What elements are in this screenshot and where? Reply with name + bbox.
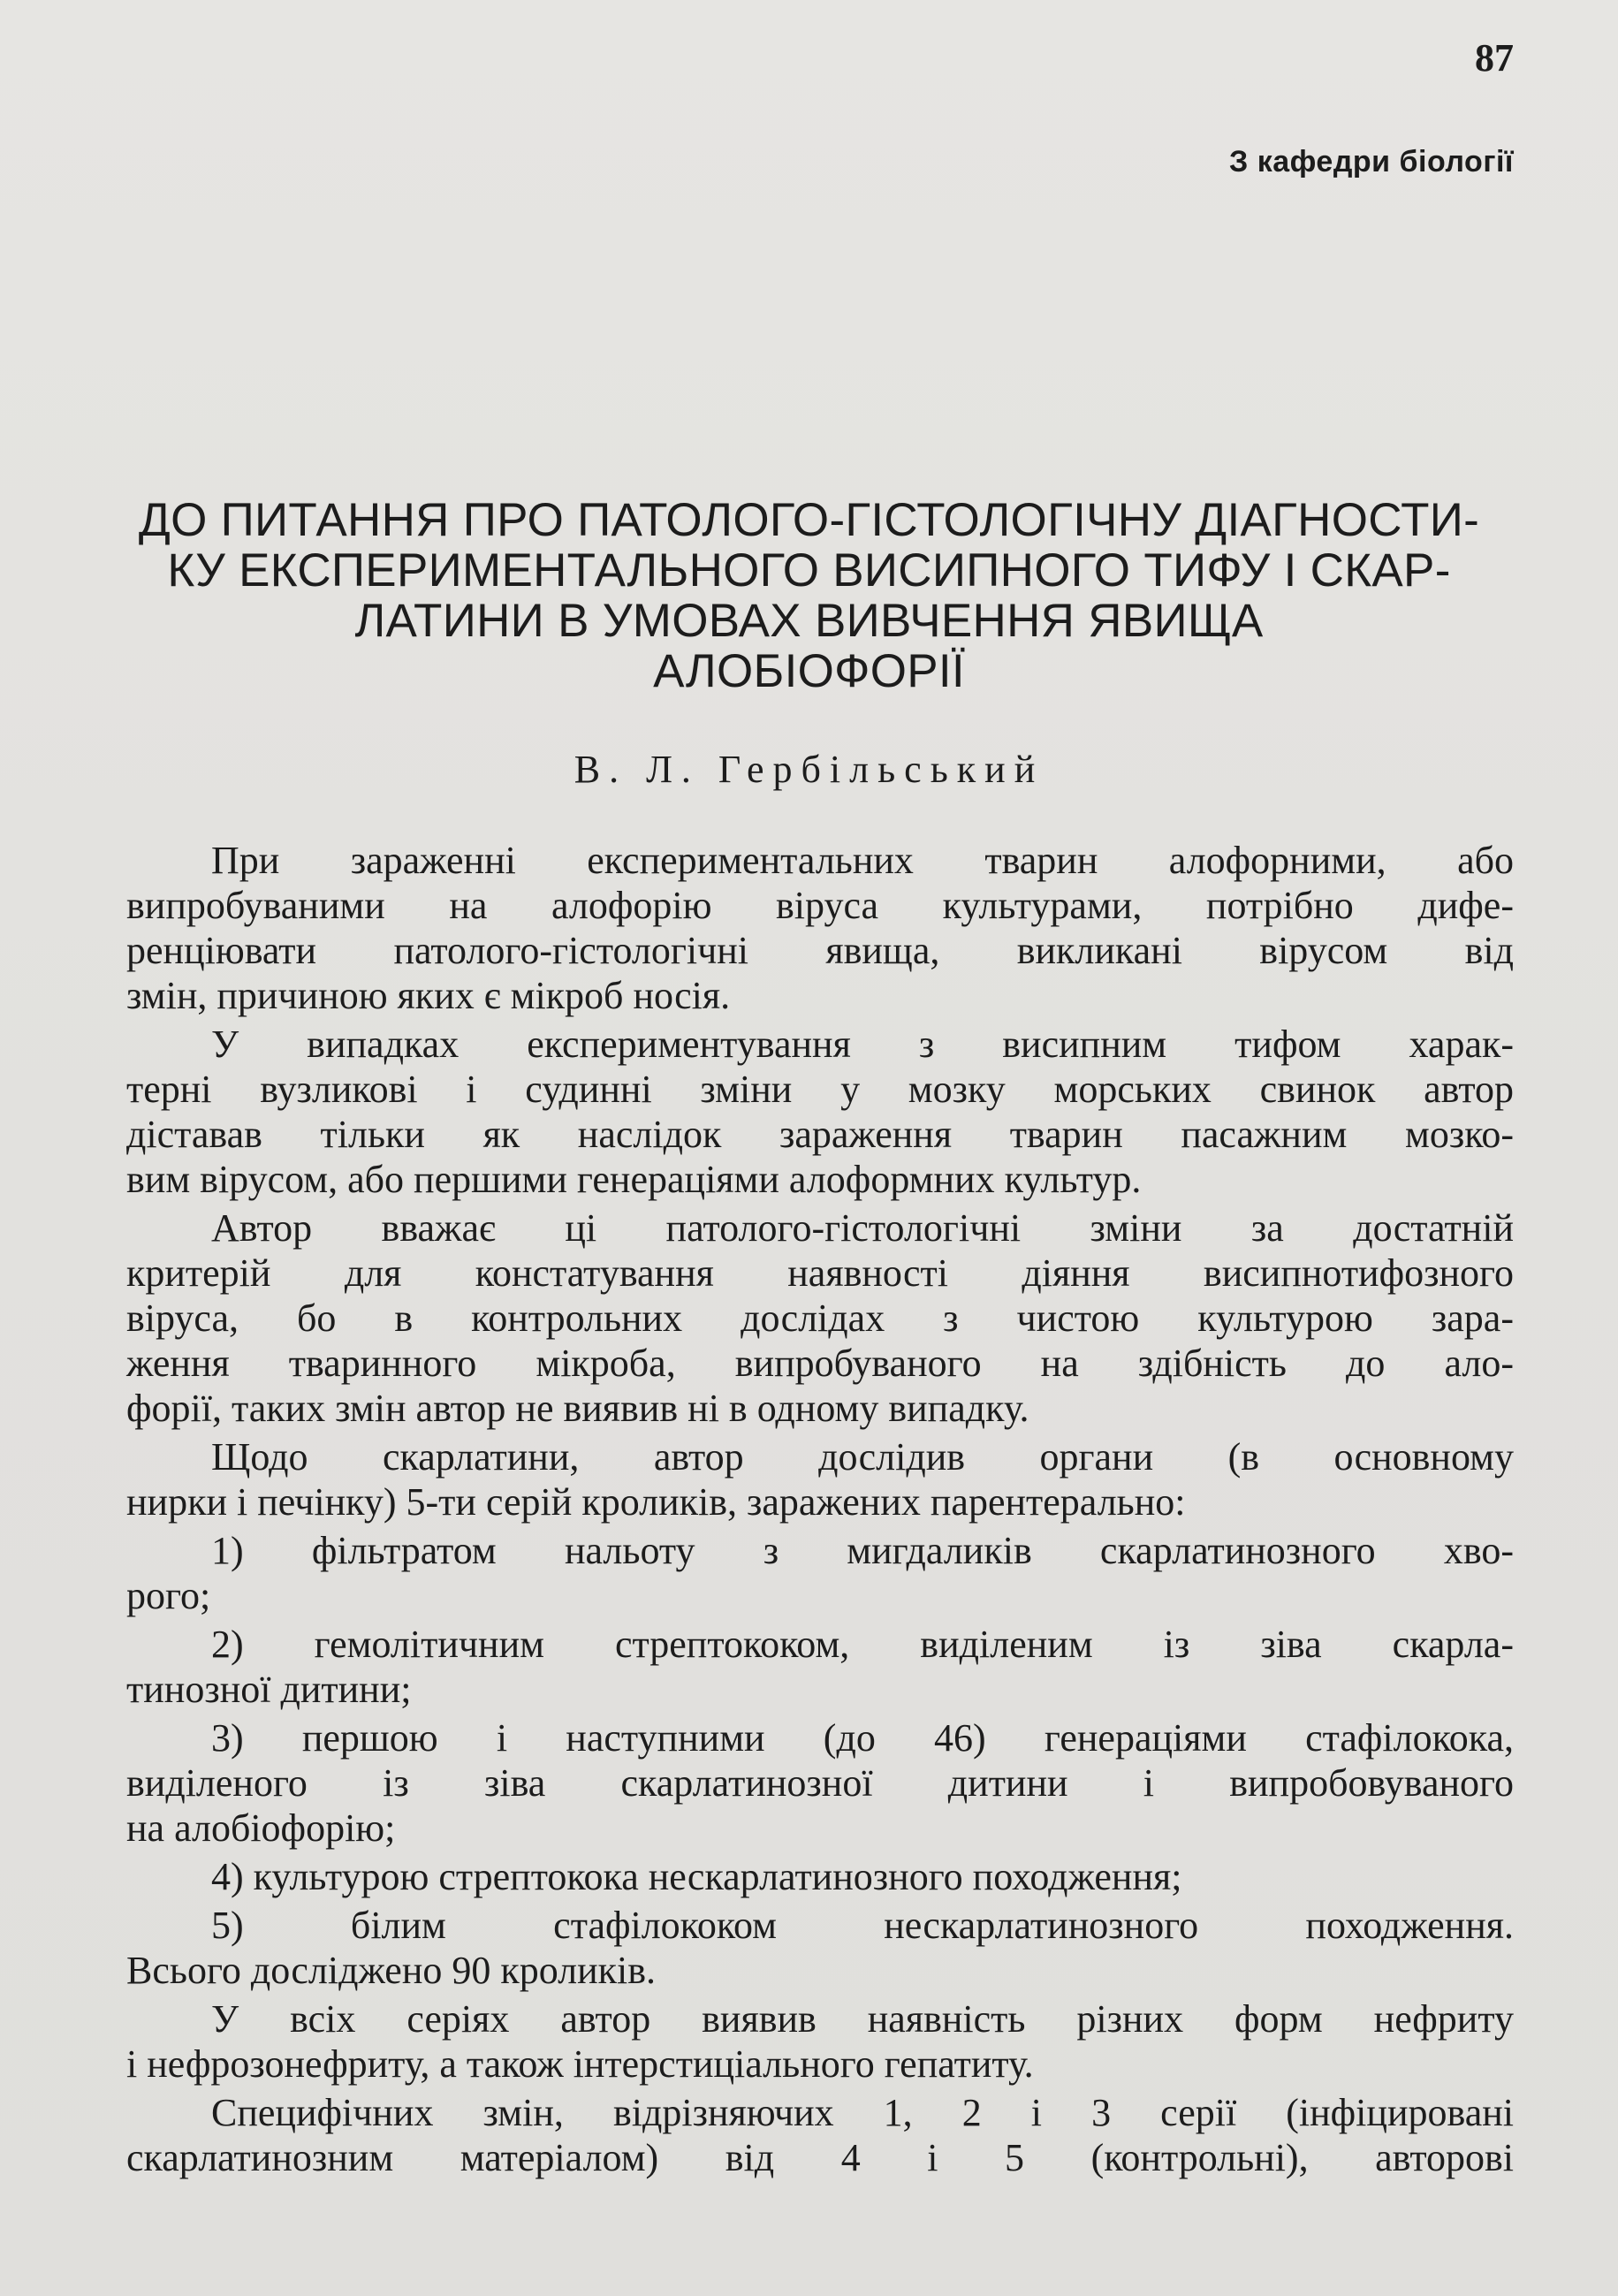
body-line: 4) культурою стрептокока нескарлатинозного походження; — [211, 1855, 1182, 1898]
body-line: форії, таких змін автор не виявив ні в одному випадку. — [126, 1387, 1029, 1430]
body-line: При зараженні експериментальних тварин алофорними, або — [211, 839, 1514, 882]
article-title-line: ДО ПИТАННЯ ПРО ПАТОЛОГО-ГІСТОЛОГІЧНУ ДІАГНОСТИ- — [138, 494, 1480, 546]
body-line: віруса, бо в контрольних дослідах з чистою культурою зара- — [126, 1296, 1514, 1340]
body-line: У випадках експериментування з висипним тифом харак- — [211, 1023, 1514, 1066]
body-line: терні вузликові і судинні зміни у мозку морських свинок автор — [126, 1068, 1514, 1111]
body-line: виділеного із зіва скарлатинозної дитини і випробовуваного — [126, 1761, 1514, 1805]
body-line: скарлатинозним матеріалом) від 4 і 5 (контрольні), авторові — [126, 2136, 1514, 2179]
article-author: В. Л. Гербільський — [574, 748, 1044, 791]
body-line: на алобіофорію; — [126, 1806, 396, 1850]
body-paragraph — [126, 838, 1514, 1018]
body-line: нирки і печінку) 5-ти серій кроликів, заражених парентерально: — [126, 1480, 1186, 1524]
body-paragraph — [126, 2090, 1514, 2180]
body-line: тинозної дитини; — [126, 1668, 412, 1711]
body-paragraph — [126, 1205, 1514, 1431]
body-line: 1) фільтратом нальоту з мигдаликів скарлатинозного хво- — [211, 1529, 1514, 1572]
body-line: У всіх серіях автор виявив наявність різних форм нефриту — [211, 1997, 1514, 2041]
article-body — [126, 838, 1514, 2184]
body-line: 5) білим стафілококом нескарлатинозного походження. — [211, 1904, 1514, 1947]
body-line: Специфічних змін, відрізняючих 1, 2 і 3 серії (інфіцировані — [211, 2091, 1514, 2134]
article-title-line: ЛАТИНИ В УМОВАХ ВИВЧЕННЯ ЯВИЩА — [354, 595, 1264, 647]
body-line: вим вірусом, або першими генераціями алоформних культур. — [126, 1158, 1142, 1201]
body-line: Автор вважає ці патолого-гістологічні зміни за достатній — [211, 1206, 1514, 1250]
body-line: змін, причиною яких є мікроб носія. — [126, 974, 731, 1017]
body-line: 3) першою і наступними (до 46) генераціями стафілокока, — [211, 1716, 1514, 1760]
body-paragraph — [126, 1903, 1514, 1993]
page-number: 87 — [1475, 36, 1514, 80]
body-paragraph — [126, 1996, 1514, 2087]
body-line: критерій для констатування наявності діяння висипнотифозного — [126, 1251, 1514, 1295]
body-paragraph — [126, 1854, 1514, 1899]
body-line: рого; — [126, 1574, 211, 1617]
body-line: діставав тільки як наслідок зараження тварин пасажним мозко- — [126, 1113, 1514, 1156]
body-line: 2) гемолітичним стрептококом, виділеним із зіва скарла- — [211, 1623, 1514, 1666]
body-paragraph — [126, 1715, 1514, 1851]
article-title-line: КУ ЕКСПЕРИМЕНТАЛЬНОГО ВИСИПНОГО ТИФУ І СКАР- — [167, 544, 1451, 597]
body-paragraph — [126, 1434, 1514, 1524]
body-line: Всього досліджено 90 кроликів. — [126, 1949, 657, 1992]
body-line: ренціювати патолого-гістологічні явища, викликані вірусом від — [126, 929, 1514, 972]
body-paragraph — [126, 1622, 1514, 1712]
body-paragraph — [126, 1022, 1514, 1202]
body-line: Щодо скарлатини, автор дослідив органи (в основному — [211, 1435, 1514, 1479]
body-paragraph — [126, 1528, 1514, 1618]
body-line: ження тваринного мікроба, випробуваного на здібність до ало- — [126, 1342, 1514, 1385]
body-line: і нефрозонефриту, а також інтерстиціального гепатиту. — [126, 2042, 1034, 2086]
body-line: випробуваними на алофорію віруса культурами, потрібно дифе- — [126, 884, 1514, 927]
running-head: З кафедри біології — [1228, 145, 1514, 179]
article-title-line: АЛОБІОФОРІЇ — [653, 645, 965, 697]
article-title — [113, 495, 1505, 696]
